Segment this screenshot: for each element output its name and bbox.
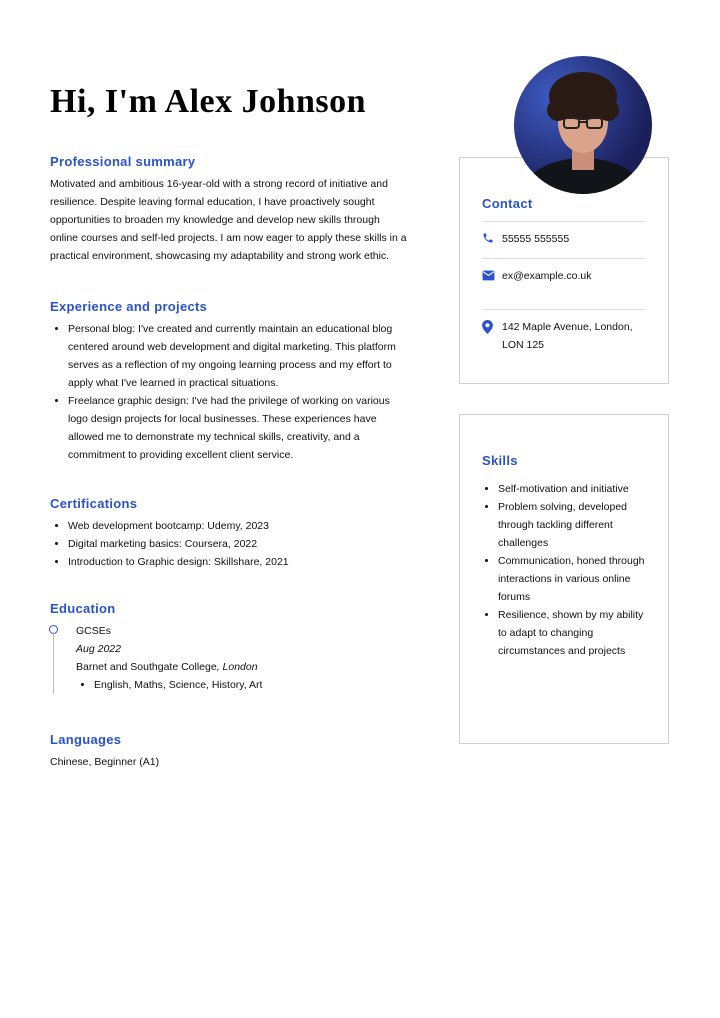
education-subjects-list (76, 676, 410, 694)
contact-email: ex@example.co.uk (502, 270, 592, 282)
location-pin-icon (482, 318, 502, 340)
contact-email-row (482, 258, 646, 295)
list-item: • Resilience, shown by my ability to adapt to changing circumstances and projects (498, 606, 646, 660)
education-entry (50, 622, 410, 694)
certifications-list (50, 517, 410, 571)
certifications-title: Certifications (50, 496, 138, 511)
list-item: • Introduction to Graphic design: Skillshare, 2021 (68, 553, 410, 571)
education-section (50, 601, 410, 694)
summary-text: Motivated and ambitious 16-year-old with a strong record of initiative and resilience. Despite leaving formal education, I have proactively sought opportunities to broaden my knowledge and develop new skills through online courses and self-led projects. I am now eager to apply these skills in a practical environment, showcasing my adaptability and strong work ethic. (50, 178, 407, 262)
list-item: • Self-motivation and initiative (498, 480, 646, 498)
avatar (514, 56, 652, 194)
experience-section (50, 299, 410, 464)
summary-section (50, 154, 410, 265)
contact-address-row (482, 309, 646, 362)
experience-title: Experience and projects (50, 299, 208, 314)
list-item: • Personal blog: I've created and currently maintain an educational blog centered around web development and digital marketing. This platform serves as a reflection of my ongoing learning process and my effort to apply what I've learned in practical situations. (68, 320, 410, 392)
experience-list (50, 320, 410, 464)
candidate-name: Hi, I'm Alex Johnson (50, 83, 367, 120)
list-item: • Freelance graphic design: I've had the privilege of working on various logo design projects for local businesses. These experiences have allowed me to demonstrate my technical skills, creativity, and a commitment to providing excellent client service. (68, 392, 410, 464)
email-icon (482, 267, 502, 287)
list-item: • Communication, honed through interactions in various online forums (498, 552, 646, 606)
education-location: , London (216, 661, 258, 673)
skills-title: Skills (482, 453, 518, 468)
contact-address: 142 Maple Avenue, London, LON 125 (502, 321, 633, 351)
certifications-section (50, 496, 410, 571)
languages-text: Chinese, Beginner (A1) (50, 756, 160, 768)
education-title: Education (50, 601, 116, 616)
list-item: • Digital marketing basics: Coursera, 2022 (68, 535, 410, 553)
skills-list (482, 480, 646, 660)
list-item: • Problem solving, developed through tackling different challenges (498, 498, 646, 552)
education-school-row (76, 658, 410, 676)
education-subjects: • English, Maths, Science, History, Art (94, 676, 410, 694)
phone-icon (482, 230, 502, 250)
contact-title: Contact (482, 196, 533, 211)
contact-phone-row (482, 221, 646, 258)
education-date: Aug 2022 (76, 643, 121, 655)
languages-section (50, 732, 410, 771)
profile-photo (514, 56, 652, 194)
list-item: • Web development bootcamp: Udemy, 2023 (68, 517, 410, 535)
education-qualification: GCSEs (76, 625, 112, 637)
summary-title: Professional summary (50, 154, 196, 169)
languages-title: Languages (50, 732, 122, 747)
skills-panel (459, 414, 669, 744)
contact-phone: 55555 555555 (502, 233, 570, 245)
main-column (50, 80, 410, 771)
timeline-line (53, 632, 54, 694)
education-school: Barnet and Southgate College (76, 661, 217, 673)
